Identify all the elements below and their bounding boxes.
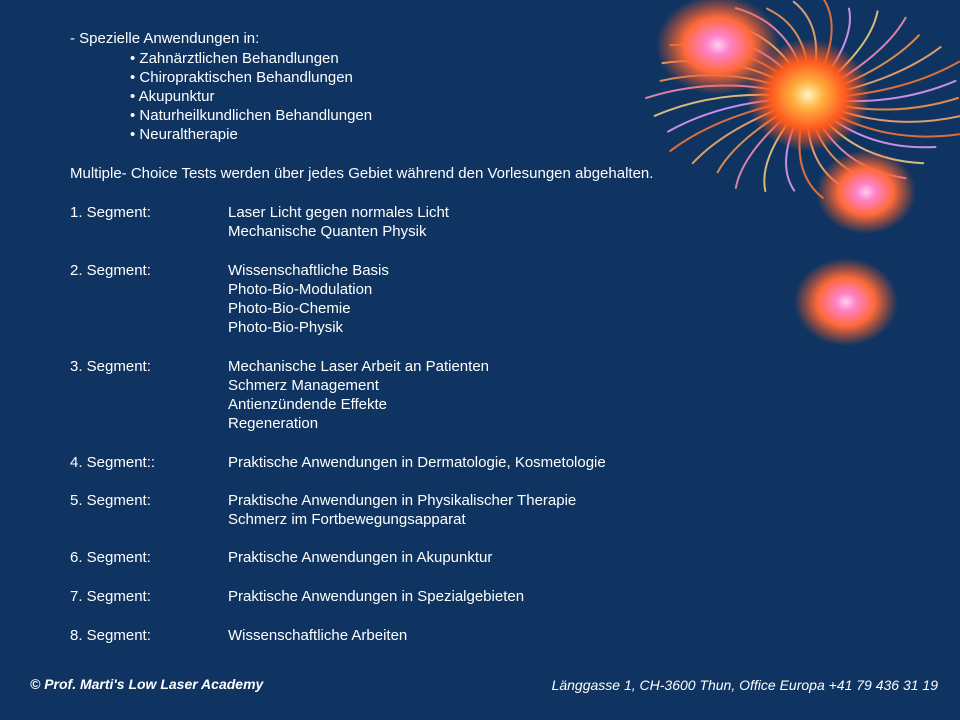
bullet-item: • Naturheilkundlichen Behandlungen xyxy=(130,107,373,124)
segment-label: 7. Segment: xyxy=(70,588,151,605)
segment-topic: Schmerz Management xyxy=(228,377,379,394)
segment-label: 4. Segment:: xyxy=(70,454,156,471)
footer-copyright: © Prof. Marti's Low Laser Academy xyxy=(30,676,264,692)
segment-label: 5. Segment: xyxy=(70,492,151,509)
glow-orb-center xyxy=(746,39,870,151)
bullet-item: • Akupunktur xyxy=(130,88,215,105)
intro-text: - Spezielle Anwendungen in: xyxy=(70,30,260,47)
segment-topic: Schmerz im Fortbewegungsapparat xyxy=(228,511,466,528)
segment-topic: Photo-Bio-Modulation xyxy=(228,281,373,298)
segment-topic: Praktische Anwendungen in Physikalischer Therapie xyxy=(228,492,577,509)
segment-label: 6. Segment: xyxy=(70,549,151,566)
segment-topic: Laser Licht gegen normales Licht xyxy=(228,204,449,221)
segment-label: 1. Segment: xyxy=(70,204,151,221)
bullet-item: • Neuraltherapie xyxy=(130,126,238,143)
segment-topic: Mechanische Laser Arbeit an Patienten xyxy=(228,358,489,375)
segment-topic: Regeneration xyxy=(228,415,319,432)
glow-orb-right xyxy=(816,150,916,234)
test-note: Multiple- Choice Tests werden über jedes Gebiet während den Vorlesungen abgehalten. xyxy=(70,165,654,182)
segment-label: 3. Segment: xyxy=(70,358,151,375)
segment-topic: Wissenschaftliche Basis xyxy=(228,262,389,279)
footer-address: Länggasse 1, CH-3600 Thun, Office Europa +41 79 436 31 19 xyxy=(551,677,938,693)
segment-label: 8. Segment: xyxy=(70,627,151,644)
bullet-item: • Chiropraktischen Behandlungen xyxy=(130,69,353,86)
glow-orb-bottom xyxy=(794,258,898,346)
bullet-item: • Zahnärztlichen Behandlungen xyxy=(130,50,339,67)
segment-topic: Praktische Anwendungen in Dermatologie, Kosmetologie xyxy=(228,454,606,471)
segment-topic: Photo-Bio-Physik xyxy=(228,319,344,336)
segment-topic: Praktische Anwendungen in Akupunktur xyxy=(228,549,493,566)
segment-topic: Antienzündende Effekte xyxy=(228,396,388,413)
segment-topic: Photo-Bio-Chemie xyxy=(228,300,351,317)
segment-topic: Mechanische Quanten Physik xyxy=(228,223,427,240)
segment-topic: Praktische Anwendungen in Spezialgebieten xyxy=(228,588,525,605)
segment-topic: Wissenschaftliche Arbeiten xyxy=(228,627,408,644)
segment-label: 2. Segment: xyxy=(70,262,151,279)
